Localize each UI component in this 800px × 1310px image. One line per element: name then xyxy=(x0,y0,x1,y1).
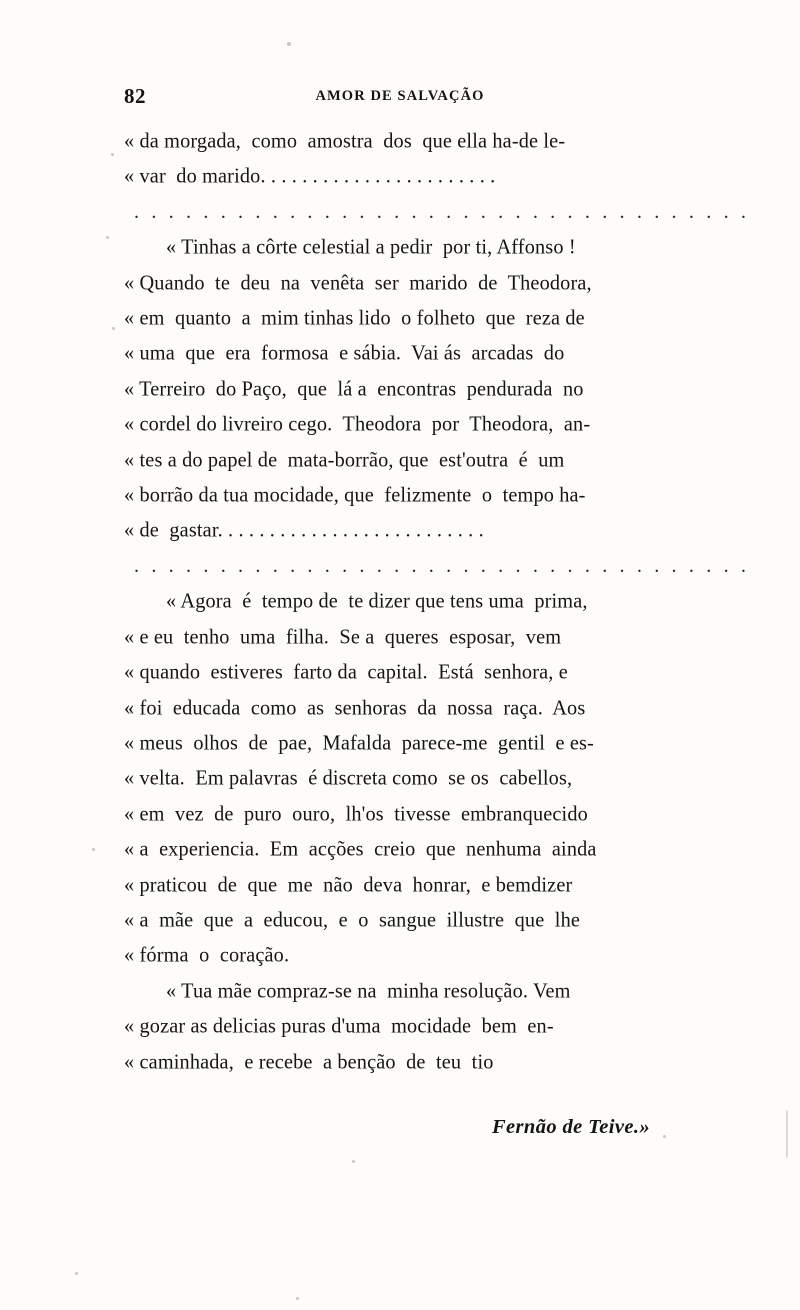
signature: Fernão de Teive.» xyxy=(491,1115,650,1138)
paragraph-3 xyxy=(124,584,676,973)
text-line: « fórma o coração. xyxy=(124,944,290,967)
text-line: « Terreiro do Paço, que lá a encontras pendurada no xyxy=(124,377,584,401)
paragraph-4 xyxy=(124,974,676,1080)
page-content xyxy=(124,84,750,1145)
text-line: « da morgada, como amostra dos que ella ha-de le- xyxy=(124,130,566,153)
text-line: « cordel do livreiro cego. Theodora por Theodora, an- xyxy=(124,413,591,436)
text-line: « a experiencia. Em acções creio que nenhuma ainda xyxy=(124,838,597,861)
text-line: « foi educada como as senhoras da nossa raça. Aos xyxy=(124,696,586,720)
text-line: « Tua mãe compraz-se na minha resolução. Vem xyxy=(166,979,571,1003)
paragraph-2 xyxy=(124,230,676,549)
running-head: AMOR DE SALVAÇÃO xyxy=(315,87,485,105)
text-line: « quando estiveres farto da capital. Está senhora, e xyxy=(124,661,568,684)
text-line: « tes a do papel de mata-borrão, que est'outra é um xyxy=(124,448,565,472)
dot-separator: . . . . . . . . . . . . . . . . . . . . . . . . . . . . . . . . . . . . xyxy=(134,200,750,223)
text-line: « uma que era formosa e sábia. Vai ás arcadas do xyxy=(124,342,565,365)
text-line: « e eu tenho uma filha. Se a queres esposar, vem xyxy=(124,625,562,649)
body-text xyxy=(124,124,750,1145)
text-line: « meus olhos de pae, Mafalda parece-me gentil e es- xyxy=(124,732,594,755)
text-line: « Quando te deu na venêta ser marido de Theodora, xyxy=(124,271,592,295)
text-line: « em vez de puro ouro, lh'os tivesse embranquecido xyxy=(124,802,588,826)
text-line: « a mãe que a educou, e o sangue illustre que lhe xyxy=(124,909,581,932)
text-line: « velta. Em palavras é discreta como se os cabellos, xyxy=(124,767,573,790)
paragraph-1 xyxy=(124,124,676,195)
page-number: 82 xyxy=(124,84,146,108)
text-line: « Agora é tempo de te dizer que tens uma prima, xyxy=(166,590,588,613)
page-header xyxy=(124,84,676,118)
text-line: « gozar as delicias puras d'uma mocidade bem en- xyxy=(124,1015,554,1038)
dot-separator: . . . . . . . . . . . . . . . . . . . . . . . . . . . . . . . . . . . . xyxy=(134,554,750,577)
text-line: « em quanto a mim tinhas lido o folheto que reza de xyxy=(124,307,585,330)
text-line: « Tinhas a côrte celestial a pedir por ti, Affonso ! xyxy=(166,236,576,259)
text-line: « borrão da tua mocidade, que felizmente o tempo ha- xyxy=(124,484,586,507)
text-line: « praticou de que me não deva honrar, e bemdizer xyxy=(124,873,573,897)
text-line: « de gastar. . . . . . . . . . . . . . . . . . . . . . . . . . xyxy=(124,519,484,543)
text-line: « caminhada, e recebe a benção de teu tio xyxy=(124,1050,494,1074)
text-line: « var do marido. . . . . . . . . . . . . . . . . . . . . . . xyxy=(124,165,496,188)
